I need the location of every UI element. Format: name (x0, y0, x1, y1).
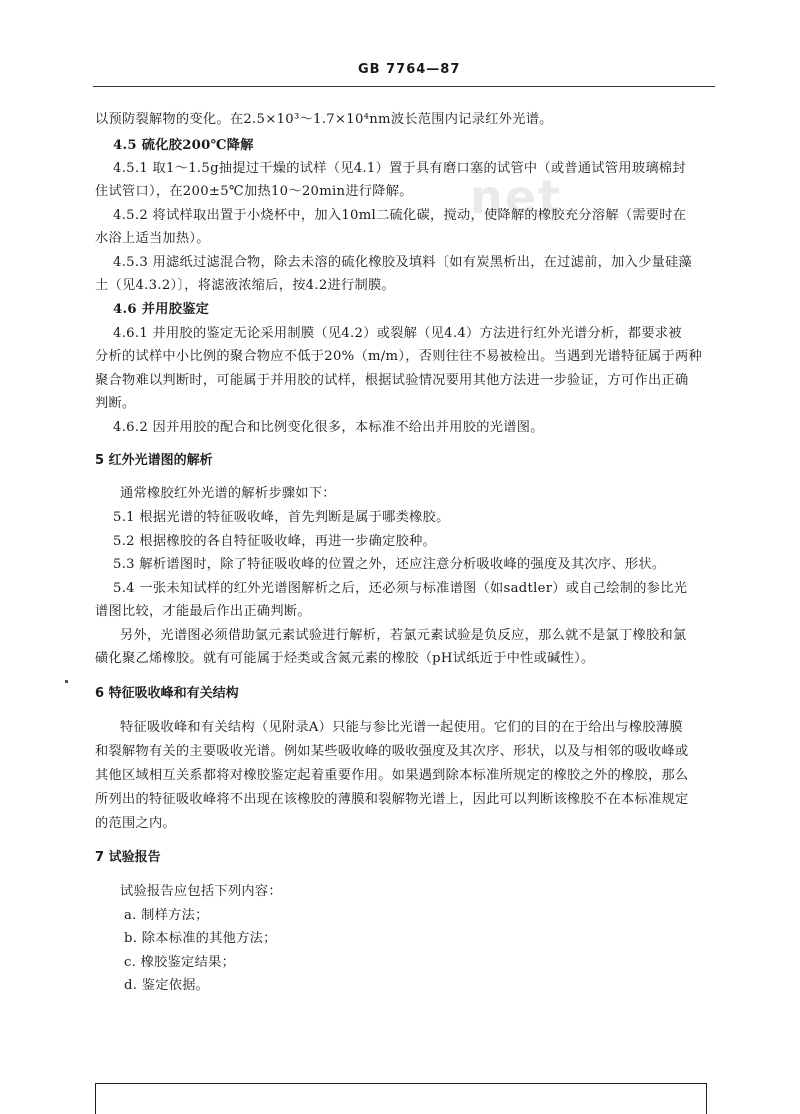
section-5-note-line1: 另外，光谱图必须借助氯元素试验进行解析，若氯元素试验是负反应，那么就不是氯丁橡胶和氯 (120, 628, 687, 643)
clause-4-5-1-line1: 4.5.1 取1～1.5g抽提过干燥的试样（见4.1）置于具有磨口塞的试管中（或普通试管用玻璃棉封 (113, 161, 686, 176)
clause-5-3: 5.3 解析谱图时，除了特征吸收峰的位置之外，还应注意分析吸收峰的强度及其次序、形状。 (113, 557, 666, 572)
text-line: 以预防裂解物的变化。在2.5×10³～1.7×10⁴nm波长范围内记录红外光谱。 (95, 112, 553, 127)
clause-heading-4-5: 4.5 硫化胶200℃降解 (113, 138, 254, 153)
section-5-note-line2: 磺化聚乙烯橡胶。就有可能属于烃类或含氮元素的橡胶（pH试纸近于中性或碱性）。 (95, 651, 595, 666)
section-6-line3: 其他区域相互关系都将对橡胶鉴定起着重要作用。如果遇到除本标准所规定的橡胶之外的橡胶，那么 (95, 768, 689, 783)
section-6-line5: 的范围之内。 (95, 816, 176, 831)
report-item-d: d. 鉴定依据。 (124, 978, 210, 993)
clause-5-2: 5.2 根据橡胶的各自特征吸收峰，再进一步确定胶种。 (113, 534, 437, 549)
clause-4-6-1-line3: 聚合物难以判断时，可能属于并用胶的试样，根据试验情况要用其他方法进一步验证，方可作出正确 (95, 373, 689, 388)
section-heading-5: 5 红外光谱图的解析 (95, 453, 213, 468)
clause-4-5-2-line2: 水浴上适当加热）。 (95, 231, 210, 246)
section-7-intro: 试验报告应包括下列内容： (120, 884, 282, 899)
report-item-a: a. 制样方法； (124, 908, 209, 923)
clause-5-4-line1: 5.4 一张未知试样的红外光谱图解析之后，还必须与标准谱图（如sadtler）或自己绘制的参比光 (113, 581, 688, 596)
clause-4-5-2-line1: 4.5.2 将试样取出置于小烧杯中，加入10ml二硫化碳，搅动，使降解的橡胶充分溶解（需要时在 (113, 208, 687, 223)
clause-4-6-2: 4.6.2 因并用胶的配合和比例变化很多，本标准不给出并用胶的光谱图。 (113, 420, 544, 435)
scan-speck (65, 680, 68, 683)
clause-5-4-line2: 谱图比较，才能最后作出正确判断。 (95, 604, 311, 619)
clause-4-6-1-line2: 分析的试样中小比例的聚合物应不低于20%（m/m），否则往往不易被检出。当遇到光谱特征属于两种 (95, 349, 702, 364)
section-5-intro: 通常橡胶红外光谱的解析步骤如下： (120, 486, 336, 501)
section-6-line1: 特征吸收峰和有关结构（见附录A）只能与参比光谱一起使用。它们的目的在于给出与橡胶薄膜 (120, 720, 683, 735)
clause-4-5-1-line2: 住试管口），在200±5℃加热10～20min进行降解。 (95, 184, 413, 199)
section-heading-7: 7 试验报告 (95, 850, 161, 865)
section-heading-6: 6 特征吸收峰和有关结构 (95, 686, 239, 701)
clause-4-5-3-line2: 土（见4.3.2）〕，将滤液浓缩后，按4.2进行制膜。 (95, 278, 395, 293)
clause-4-6-1-line4: 判断。 (95, 396, 136, 411)
clause-heading-4-6: 4.6 并用胶鉴定 (113, 302, 210, 317)
clause-5-1: 5.1 根据光谱的特征吸收峰，首先判断是属于哪类橡胶。 (113, 510, 450, 525)
section-6-line2: 和裂解物有关的主要吸收光谱。例如某些吸收峰的吸收强度及其次序、形状，以及与相邻的吸收峰或 (95, 744, 689, 759)
clause-4-5-3-line1: 4.5.3 用滤纸过滤混合物，除去未溶的硫化橡胶及填料〔如有炭黑析出，在过滤前，加入少量硅藻 (113, 255, 693, 270)
page-header-standard-code: GB 7764—87 (358, 62, 461, 77)
clause-4-6-1-line1: 4.6.1 并用胶的鉴定无论采用制膜（见4.2）或裂解（见4.4）方法进行红外光谱分析，都要求被 (113, 326, 682, 341)
report-item-c: c. 橡胶鉴定结果； (124, 955, 236, 970)
footer-frame (95, 1083, 707, 1114)
report-item-b: b. 除本标准的其他方法； (124, 931, 277, 946)
section-6-line4: 所列出的特征吸收峰将不出现在该橡胶的薄膜和裂解物光谱上，因此可以判断该橡胶不在本标准规定 (95, 792, 689, 807)
header-rule (93, 86, 715, 87)
watermark: net (470, 170, 562, 224)
